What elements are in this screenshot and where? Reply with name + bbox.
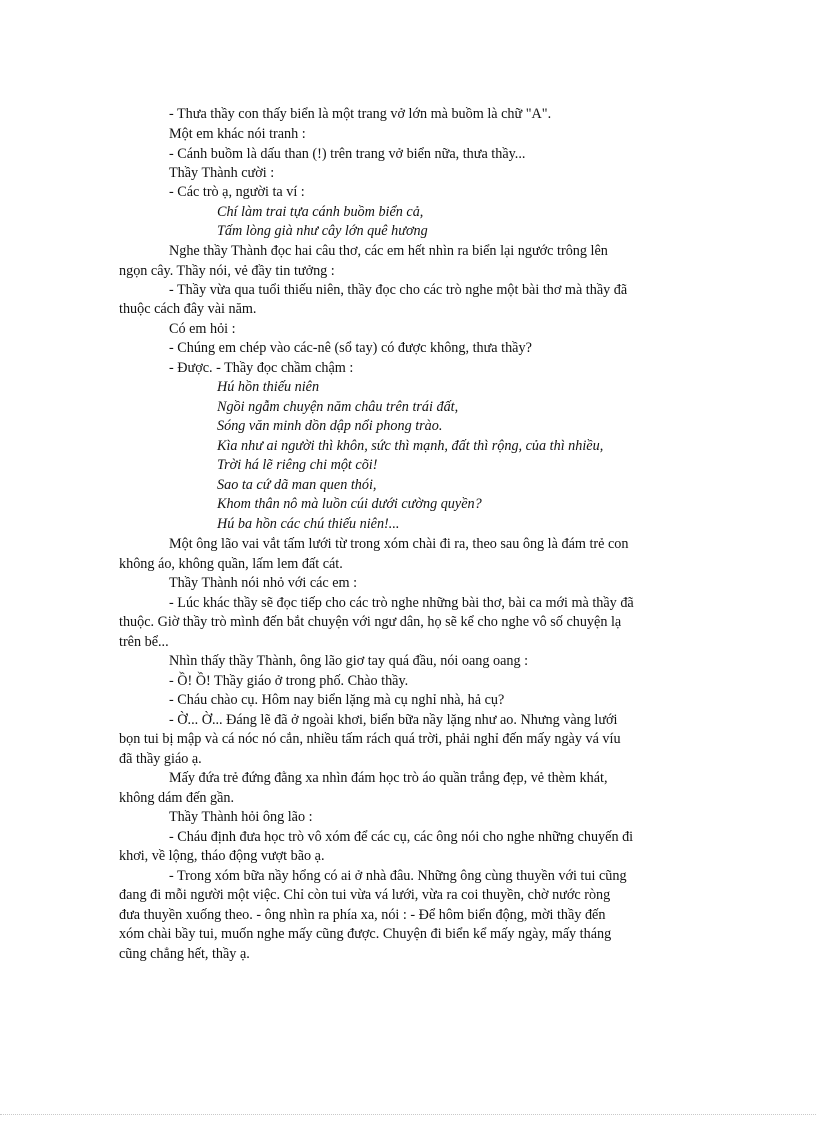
narration-line: Mấy đứa trẻ đứng đằng xa nhìn đám học trò áo quần trắng đẹp, vẻ thèm khát,	[169, 770, 608, 786]
dialogue-continuation: thuộc. Giờ thầy trò mình đến bắt chuyện với ngư dân, họ sẽ kể cho nghe vô số chuyện lạ	[119, 614, 622, 630]
dialogue-line: - Cánh buồm là dấu than (!) trên trang vở biển nữa, thưa thầy...	[169, 146, 526, 162]
page-divider	[0, 1114, 816, 1115]
narration-continuation: không áo, không quần, lấm lem đất cát.	[119, 556, 343, 572]
narration-line: Nhìn thấy thầy Thành, ông lão giơ tay quá đầu, nói oang oang :	[169, 653, 529, 669]
dialogue-continuation: cũng chẳng hết, thầy ạ.	[119, 946, 250, 962]
dialogue-continuation: đưa thuyền xuống theo. - ông nhìn ra phía xa, nói : - Để hôm biển động, mời thầy đến	[119, 907, 606, 923]
verse-line: Trời há lẽ riêng chi một cõi!	[217, 457, 378, 473]
dialogue-line: - Chúng em chép vào các-nê (sổ tay) có được không, thưa thầy?	[169, 340, 532, 356]
dialogue-continuation: trên bể...	[119, 634, 169, 650]
dialogue-continuation: thuộc cách đây vài năm.	[119, 301, 257, 317]
verse-line: Kìa như ai người thì khôn, sức thì mạnh, đất thì rộng, của thì nhiều,	[217, 438, 604, 454]
verse-line: Ngồi ngẫm chuyện năm châu trên trái đất,	[217, 399, 459, 415]
verse-line: Hú ba hồn các chú thiếu niên!...	[217, 516, 400, 532]
narration-line: Nghe thầy Thành đọc hai câu thơ, các em hết nhìn ra biển lại ngước trông lên	[169, 243, 608, 259]
narration-line: Thầy Thành hỏi ông lão :	[169, 809, 313, 825]
dialogue-line: - Lúc khác thầy sẽ đọc tiếp cho các trò nghe những bài thơ, bài ca mới mà thầy đã	[169, 595, 634, 611]
narration-continuation: không dám đến gần.	[119, 790, 235, 806]
dialogue-line: - Trong xóm bữa nầy hổng có ai ở nhà đâu. Những ông cùng thuyền với tui cũng	[169, 868, 627, 884]
verse-line: Sao ta cứ dã man quen thói,	[217, 477, 377, 493]
dialogue-line: - Thầy vừa qua tuổi thiếu niên, thầy đọc cho các trò nghe một bài thơ mà thầy đã	[169, 282, 628, 298]
verse-line: Hú hồn thiếu niên	[217, 379, 320, 395]
dialogue-line: - Cháu chào cụ. Hôm nay biển lặng mà cụ nghỉ nhà, hả cụ?	[169, 692, 505, 708]
verse-line: Tấm lòng già như cây lớn quê hương	[217, 223, 428, 239]
dialogue-continuation: khơi, về lộng, tháo động vượt bão ạ.	[119, 848, 325, 864]
dialogue-line: - Các trò ạ, người ta ví :	[169, 184, 305, 200]
dialogue-continuation: xóm chài bầy tui, muốn nghe mấy cũng được. Chuyện đi biển kể mấy ngày, mấy tháng	[119, 926, 612, 942]
narration-continuation: ngọn cây. Thầy nói, vẻ đầy tin tưởng :	[119, 263, 335, 279]
verse-line: Chí làm trai tựa cánh buồm biển cả,	[217, 204, 424, 220]
narration-line: Một em khác nói tranh :	[169, 126, 306, 142]
narration-line: Thầy Thành nói nhỏ với các em :	[169, 575, 358, 591]
dialogue-line: - Được. - Thầy đọc chầm chậm :	[169, 360, 354, 376]
dialogue-line: - Ồ! Ồ! Thầy giáo ở trong phố. Chào thầy.	[169, 673, 409, 689]
verse-line: Sóng văn minh dồn dập nổi phong trào.	[217, 418, 443, 434]
dialogue-line: - Thưa thầy con thấy biển là một trang vở lớn mà buồm là chữ "A".	[169, 106, 552, 122]
dialogue-continuation: đang đi mỗi người một việc. Chỉ còn tui vừa vá lưới, vừa ra coi thuyền, chờ nước ròng	[119, 887, 611, 903]
dialogue-line: - Ờ... Ờ... Đáng lẽ đã ở ngoài khơi, biển bữa nầy lặng như ao. Nhưng vàng lưới	[169, 712, 618, 728]
narration-line: Một ông lão vai vắt tấm lưới từ trong xóm chài đi ra, theo sau ông là đám trẻ con	[169, 536, 629, 552]
dialogue-continuation: bọn tui bị mập và cá nóc nó cắn, nhiều tấm rách quá trời, phải nghỉ đến mấy ngày vá víu	[119, 731, 621, 747]
narration-line: Thầy Thành cười :	[169, 165, 275, 181]
verse-line: Khom thân nô mà luồn cúi dưới cường quyền?	[217, 496, 482, 512]
narration-line: Có em hỏi :	[169, 321, 236, 337]
dialogue-line: - Cháu định đưa học trò vô xóm để các cụ, các ông nói cho nghe những chuyến đi	[169, 829, 634, 845]
dialogue-continuation: đã thầy giáo ạ.	[119, 751, 202, 767]
